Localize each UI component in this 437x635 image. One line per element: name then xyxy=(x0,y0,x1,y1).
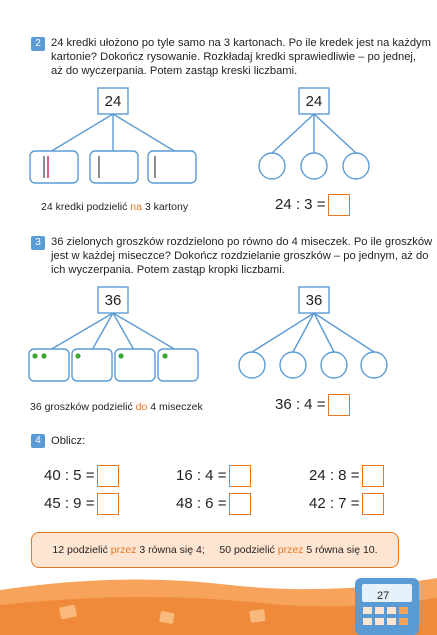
task4-title: Oblicz: xyxy=(51,435,86,447)
equation-text: 42 : 7 = xyxy=(309,495,360,513)
caption-text: 24 kredki podzielić xyxy=(41,201,131,213)
caption-highlight: do xyxy=(135,401,148,413)
task2-caption xyxy=(41,201,188,214)
calc-equation xyxy=(44,492,119,516)
equation-text: 48 : 6 = xyxy=(176,495,227,513)
instruction-line: 36 zielonych groszków rozdzielono po równo do 4 miseczek. Po ile groszków xyxy=(51,236,433,248)
instruction-line: aż do wyczerpania. Potem zastąp kreski liczbami. xyxy=(51,65,298,77)
answer-box[interactable] xyxy=(97,465,119,487)
instruction-line: jest w każdej miseczce? Dokończ rozdzielanie groszków – po jednym, aż do xyxy=(51,250,429,262)
calc-equation xyxy=(44,464,119,488)
equation-text: 16 : 4 = xyxy=(176,467,227,485)
calc-equation xyxy=(309,464,384,488)
tree-total: 24 xyxy=(305,93,323,110)
task3-equation xyxy=(275,393,350,417)
equation-text: 24 : 3 = xyxy=(275,196,326,214)
note-highlight: przez xyxy=(277,544,304,556)
task-number-2: 2 xyxy=(31,37,45,51)
tree-total: 36 xyxy=(305,292,323,309)
answer-box[interactable] xyxy=(229,465,251,487)
equation-text: 45 : 9 = xyxy=(44,495,95,513)
instruction-line: kartonie? Dokończ rysowanie. Rozkładaj kredki sprawiedliwie – po jednej, xyxy=(51,51,417,63)
answer-box[interactable] xyxy=(362,465,384,487)
task3-instructions xyxy=(51,235,432,277)
task-number-4: 4 xyxy=(31,434,45,448)
carton xyxy=(30,151,78,183)
carton xyxy=(90,151,138,183)
caption-text: 4 miseczek xyxy=(147,401,203,413)
equation-text: 24 : 8 = xyxy=(309,467,360,485)
task3-caption xyxy=(30,401,203,414)
task2-equation xyxy=(275,193,350,217)
answer-box[interactable] xyxy=(97,493,119,515)
caption-highlight: na xyxy=(130,201,142,213)
page-number: 27 xyxy=(377,590,390,602)
note-text: 3 równa się 4; 50 podzielić xyxy=(136,544,278,556)
calc-equation xyxy=(176,492,251,516)
task-number-3: 3 xyxy=(31,236,45,250)
answer-box[interactable] xyxy=(328,194,350,216)
caption-text: 36 groszków podzielić xyxy=(30,401,136,413)
note-text: 5 równa się 10. xyxy=(303,544,378,556)
equation-text: 40 : 5 = xyxy=(44,467,95,485)
equation-text: 36 : 4 = xyxy=(275,396,326,414)
tree-total: 24 xyxy=(104,93,122,110)
note-text: 12 podzielić xyxy=(52,544,111,556)
instruction-line: 24 kredki ułożono po tyle samo na 3 kartonach. Po ile kredek jest na każdym xyxy=(51,37,431,49)
caption-text: 3 kartony xyxy=(141,201,189,213)
task2-instructions xyxy=(51,36,431,78)
calculator-icon xyxy=(355,578,419,635)
calc-equation xyxy=(309,492,384,516)
answer-box[interactable] xyxy=(229,493,251,515)
calc-equation xyxy=(176,464,251,488)
instruction-line: ich wyczerpania. Potem zastąp kropki liczbami. xyxy=(51,264,285,276)
note-highlight: przez xyxy=(110,544,137,556)
answer-box[interactable] xyxy=(328,394,350,416)
answer-box[interactable] xyxy=(362,493,384,515)
division-note xyxy=(31,532,399,568)
tree-total: 36 xyxy=(104,292,122,309)
